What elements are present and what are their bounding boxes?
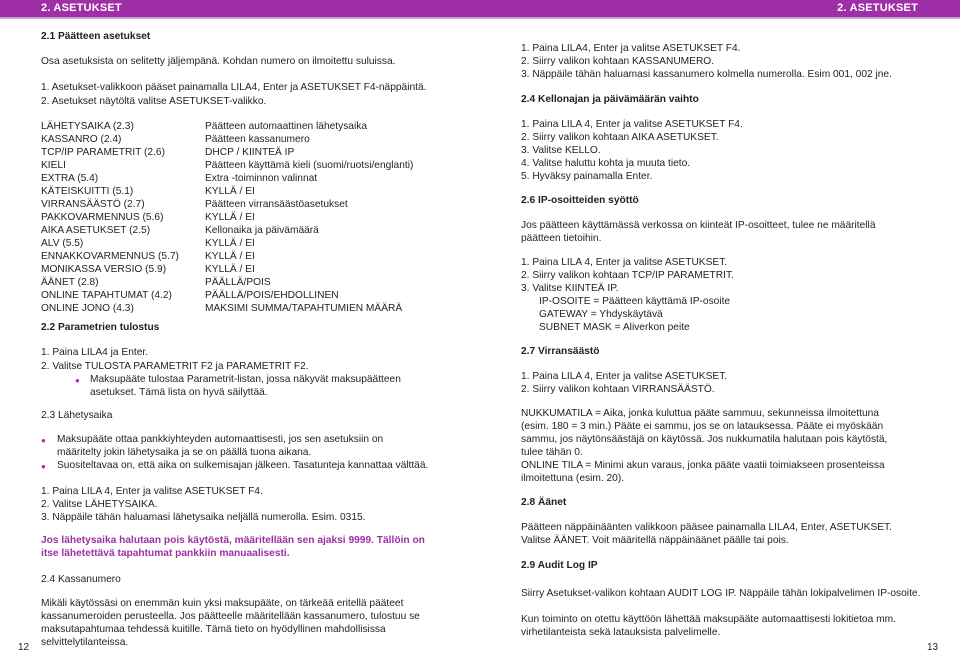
step-item: 1. Paina LILA 4, Enter ja valitse ASETUKSET. — [521, 371, 728, 382]
setting-name: ONLINE JONO (4.3) — [41, 303, 134, 314]
header-title-right: 2. ASETUKSET — [837, 2, 918, 14]
paragraph-line: Valitse ÄÄNET. Voit määritellä näppäinäänet päälle tai pois. — [521, 535, 789, 546]
bullet-text: Maksupääte ottaa pankkiyhteyden automaattisesti, jos sen asetuksiin on — [57, 434, 384, 445]
step-item: 2. Siirry valikon kohtaan VIRRANSÄÄSTÖ. — [521, 384, 715, 395]
setting-desc: Päätteen automaattinen lähetysaika — [205, 121, 367, 132]
page-number-right: 13 — [927, 642, 939, 653]
section-2-1-intro: Osa asetuksista on selitetty jäljempänä. Kohdan numero on ilmoitettu suluissa. — [41, 56, 396, 67]
paragraph-line: Jos päätteen käyttämässä verkossa on kiinteät IP-osoitteet, tulee ne määritellä — [521, 220, 876, 231]
step-item: 2. Siirry valikon kohtaan AIKA ASETUKSET. — [521, 132, 719, 143]
paragraph-line: (esim. 180 = 3 min.) Pääte ei sammu, jos se on latauksessa. Pääte ei myöskään — [521, 421, 884, 432]
definition-line: SUBNET MASK = Aliverkon peite — [539, 322, 690, 333]
setting-name: TCP/IP PARAMETRIT (2.6) — [41, 147, 165, 158]
setting-desc: Päätteen kassanumero — [205, 134, 310, 145]
header-strip-right — [480, 17, 960, 19]
setting-name: AIKA ASETUKSET (2.5) — [41, 225, 151, 236]
step-item: 1. Paina LILA4 ja Enter. — [41, 347, 149, 358]
step-item: 2. Asetukset näytöltä valitse ASETUKSET-valikko. — [41, 96, 267, 107]
setting-name: MONIKASSA VERSIO (5.9) — [41, 264, 167, 275]
setting-desc: PÄÄLLÄ/POIS/EHDOLLINEN — [205, 290, 339, 301]
step-item: 3. Näppäile tähän haluamasi lähetysaika neljällä numerolla. Esim. 0315. — [41, 512, 366, 523]
section-heading-2-1: 2.1 Päätteen asetukset — [41, 31, 151, 42]
setting-desc: KYLLÄ / EI — [205, 238, 255, 249]
setting-desc: KYLLÄ / EI — [205, 251, 255, 262]
setting-name: VIRRANSÄÄSTÖ (2.7) — [41, 199, 145, 210]
setting-desc: KYLLÄ / EI — [205, 186, 255, 197]
paragraph-line: Päätteen näppäinäänten valikkoon pääsee painamalla LILA4, Enter, ASETUKSET. — [521, 522, 892, 533]
step-item: 2. Valitse LÄHETYSAIKA. — [41, 499, 158, 510]
setting-desc: MAKSIMI SUMMA/TAPAHTUMIEN MÄÄRÄ — [205, 303, 403, 314]
page-number-left: 12 — [18, 642, 30, 653]
section-heading-2-6: 2.6 IP-osoitteiden syöttö — [521, 195, 639, 206]
definition-line: GATEWAY = Yhdyskäytävä — [539, 309, 663, 320]
bullet-text: määritelty jokin lähetysaika ja se on päällä tuona aikana. — [57, 447, 312, 458]
setting-desc: PÄÄLLÄ/POIS — [205, 277, 271, 288]
setting-name: ÄÄNET (2.8) — [41, 277, 99, 288]
paragraph-line: kassanumeroiden perusteella. Jos päätteelle määritellään kassanumero, tulostuu se — [41, 611, 420, 622]
bullet-text: asetukset. Tämä lista on hyvä säilyttää. — [90, 387, 268, 398]
step-item: 5. Hyväksy painamalla Enter. — [521, 171, 653, 182]
setting-name: ONLINE TAPAHTUMAT (4.2) — [41, 290, 172, 301]
highlight-note: itse lähetettävä tapahtumat pankkiin manuaalisesti. — [41, 548, 290, 559]
section-heading-2-4b: 2.4 Kellonajan ja päivämäärän vaihto — [521, 94, 699, 105]
paragraph-line: NUKKUMATILA = Aika, jonka kuluttua pääte sammuu, sekunneissa ilmoitettuna — [521, 408, 879, 419]
bullet-icon: ● — [75, 376, 80, 385]
step-item: 2. Siirry valikon kohtaan KASSANUMERO. — [521, 56, 715, 67]
section-heading-2-9: 2.9 Audit Log IP — [521, 560, 598, 571]
step-item: 1. Paina LILA 4, Enter ja valitse ASETUKSET. — [521, 257, 728, 268]
section-heading-2-2: 2.2 Parametrien tulostus — [41, 322, 160, 333]
setting-desc: KYLLÄ / EI — [205, 212, 255, 223]
step-item: 2. Siirry valikon kohtaan TCP/IP PARAMETRIT. — [521, 270, 734, 281]
paragraph-line: ONLINE TILA = Minimi akun varaus, jonka pääte vaatii toimiakseen prosenteissa — [521, 460, 885, 471]
setting-name: KIELI — [41, 160, 66, 171]
step-item: 3. Valitse KELLO. — [521, 145, 601, 156]
section-heading-2-7: 2.7 Virransäästö — [521, 346, 600, 357]
definition-line: IP-OSOITE = Päätteen käyttämä IP-osoite — [539, 296, 731, 307]
bullet-text: Maksupääte tulostaa Parametrit-listan, jossa näkyvät maksupäätteen — [90, 374, 401, 385]
setting-desc: KYLLÄ / EI — [205, 264, 255, 275]
setting-name: KÄTEISKUITTI (5.1) — [41, 186, 134, 197]
highlight-note: Jos lähetysaika halutaan pois käytöstä, määritellään sen ajaksi 9999. Tällöin on — [41, 535, 425, 546]
step-item: 1. Paina LILA 4, Enter ja valitse ASETUKSET F4. — [521, 119, 743, 130]
step-item: 3. Valitse KIINTEÄ IP. — [521, 283, 619, 294]
step-item: 2. Valitse TULOSTA PARAMETRIT F2 ja PARAMETRIT F2. — [41, 361, 309, 372]
paragraph-line: sammu, jos näytönsäästäjä on käytössä. Jos nukkumatila halutaan pois käytöstä, — [521, 434, 888, 445]
setting-desc: Kellonaika ja päivämäärä — [205, 225, 319, 236]
paragraph-line: ilmoitettuna (esim. 20). — [521, 473, 625, 484]
step-item: 4. Valitse haluttu kohta ja muuta tieto. — [521, 158, 691, 169]
setting-name: PAKKOVARMENNUS (5.6) — [41, 212, 164, 223]
setting-name: KASSANRO (2.4) — [41, 134, 122, 145]
bullet-icon: ● — [41, 462, 46, 471]
setting-desc: Päätteen virransäästöasetukset — [205, 199, 348, 210]
header-strip-left — [0, 17, 480, 19]
setting-name: ENNAKKOVARMENNUS (5.7) — [41, 251, 179, 262]
paragraph-line: selvittelytilanteissa. — [41, 637, 129, 648]
setting-name: ALV (5.5) — [41, 238, 84, 249]
paragraph-line: virhetilanteista sekä latauksista palvelimelle. — [521, 627, 721, 638]
header-title-left: 2. ASETUKSET — [41, 2, 122, 14]
paragraph-line: tulee tähän 0. — [521, 447, 583, 458]
section-heading-2-8: 2.8 Äänet — [521, 497, 567, 508]
bullet-icon: ● — [41, 436, 46, 445]
setting-desc: Extra -toiminnon valinnat — [205, 173, 318, 184]
step-item: 1. Paina LILA 4, Enter ja valitse ASETUKSET F4. — [41, 486, 263, 497]
step-item: 3. Näppäile tähän haluamasi kassanumero kolmella numerolla. Esim 001, 002 jne. — [521, 69, 892, 80]
setting-desc: Päätteen käyttämä kieli (suomi/ruotsi/englanti) — [205, 160, 414, 171]
paragraph-line: Siirry Asetukset-valikon kohtaan AUDIT LOG IP. Näppäile tähän lokipalvelimen IP-osoite. — [521, 588, 921, 599]
section-heading-2-3: 2.3 Lähetysaika — [41, 410, 113, 421]
step-item: 1. Paina LILA4, Enter ja valitse ASETUKSET F4. — [521, 43, 741, 54]
setting-name: EXTRA (5.4) — [41, 173, 99, 184]
paragraph-line: päätteen tietoihin. — [521, 233, 602, 244]
paragraph-line: Kun toiminto on otettu käyttöön lähettää maksupääte automaattisesti lokitietoa mm. — [521, 614, 896, 625]
step-item: 1. Asetukset-valikkoon pääset painamalla LILA4, Enter ja ASETUKSET F4-näppäintä. — [41, 82, 427, 93]
paragraph-line: maksutapahtumaa tehdessä kuitille. Tämä tieto on hyödyllinen mahdollisissa — [41, 624, 386, 635]
bullet-text: Suositeltavaa on, että aika on sulkemisajan jälkeen. Tasatunteja kannattaa välttää. — [57, 460, 429, 471]
paragraph-line: Mikäli käytössäsi on enemmän kuin yksi maksupääte, on tärkeää eritellä pääteet — [41, 598, 404, 609]
setting-name: LÄHETYSAIKA (2.3) — [41, 121, 134, 132]
section-heading-2-4: 2.4 Kassanumero — [41, 574, 121, 585]
setting-desc: DHCP / KIINTEÄ IP — [205, 147, 295, 158]
